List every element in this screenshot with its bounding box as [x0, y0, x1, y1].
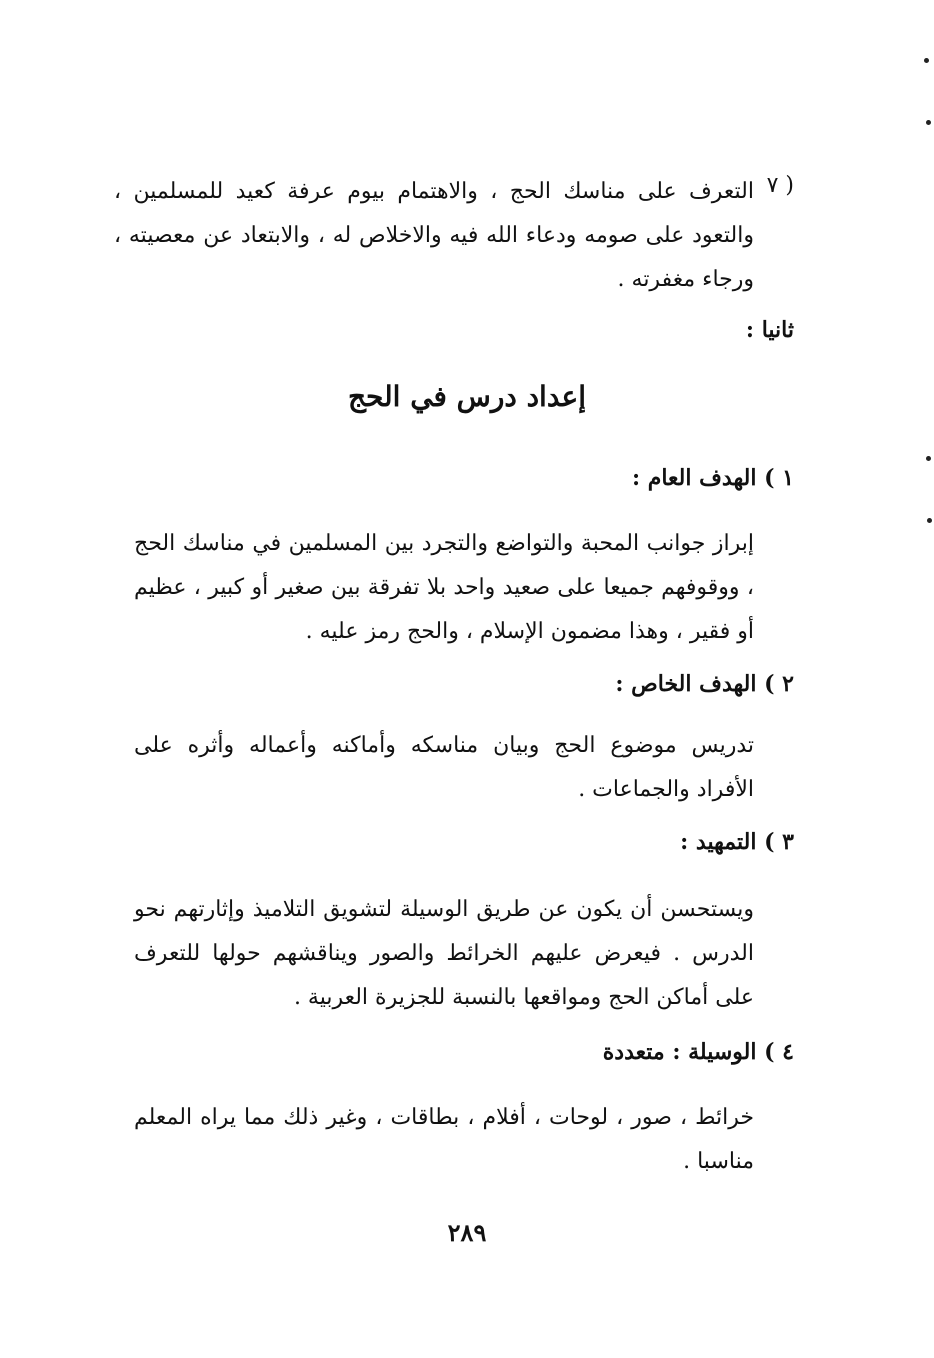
item7-marker: ٧ ): [766, 173, 794, 198]
scan-speck: [926, 456, 931, 461]
section-label: ثانيا :: [745, 317, 794, 343]
scan-speck: [927, 518, 932, 523]
scan-speck: [926, 120, 931, 125]
scan-speck: [924, 58, 929, 63]
means-heading: ٤ ) الوسيلة : متعددة: [602, 1039, 794, 1065]
specific-goal-paragraph: تدريس موضوع الحج وبيان مناسكه وأماكنه وأعماله وأثره على الأفراد والجماعات .: [134, 733, 754, 802]
intro-heading: ٣ ) التمهيد :: [680, 829, 794, 855]
general-goal-paragraph: إبراز جوانب المحبة والتواضع والتجرد بين المسلمين في مناسك الحج ، ووقوفهم جميعا على صعيد واحد بلا تفرقة بين صغير أو كبير ، عظيم أو فقير ، وهذا مضمون الإسلام ، والحج رمز عليه .: [134, 531, 754, 644]
means-paragraph: خرائط ، صور ، لوحات ، أفلام ، بطاقات ، وغير ذلك مما يراه المعلم مناسبا .: [134, 1105, 754, 1174]
page-title: إعداد درس في الحج: [347, 380, 587, 413]
specific-goal-heading: ٢ ) الهدف الخاص :: [615, 671, 794, 697]
general-goal-heading: ١ ) الهدف العام :: [631, 465, 794, 491]
page-number: ٢٨٩: [447, 1218, 487, 1247]
intro-paragraph: ويستحسن أن يكون عن طريق الوسيلة لتشويق التلاميذ وإثارتهم نحو الدرس . فيعرض عليهم الخرائط والصور ويناقشهم حولها للتعرف على أماكن الحج ومواقعها بالنسبة للجزيرة العربية .: [134, 897, 754, 1010]
item7-paragraph: التعرف على مناسك الحج ، والاهتمام بيوم عرفة كعيد للمسلمين ، والتعود على صومه ودعاء الله فيه والاخلاص له ، والابتعاد عن معصيته ، ورجاء مغفرته .: [114, 179, 754, 292]
